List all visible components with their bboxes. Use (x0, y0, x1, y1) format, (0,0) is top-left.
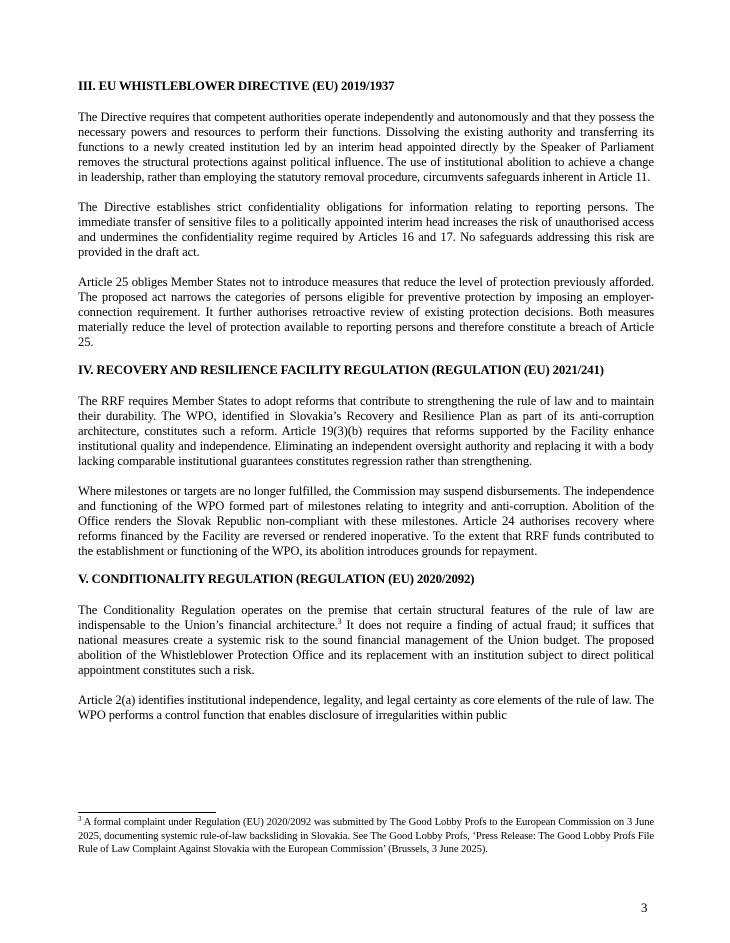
footnote-separator (78, 812, 216, 813)
section-iii-paragraph-3: Article 25 obliges Member States not to introduce measures that reduce the level of protection previously afforded. The proposed act narrows the categories of persons eligible for preventive protection by imposing an employer-connection requirement. It further authorises retroactive review of existing protection decisions. Both measures materially reduce the level of protection available to reporting persons and therefore constitute a breach of Article 25. (78, 275, 654, 349)
section-heading-iv: IV. RECOVERY AND RESILIENCE FACILITY REGULATION (REGULATION (EU) 2021/241) (78, 363, 604, 377)
section-heading-iii: III. EU WHISTLEBLOWER DIRECTIVE (EU) 2019/1937 (78, 79, 395, 93)
section-iv-paragraph-1: The RRF requires Member States to adopt reforms that contribute to strengthening the rule of law and to maintain their durability. The WPO, identified in Slovakia’s Recovery and Resilience Plan as part of its anti-corruption architecture, constitutes such a reform. Article 19(3)(b) requires that reforms supported by the Facility enhance institutional quality and independence. Eliminating an independent oversight authority and replacing it with a body lacking comparable institutional guarantees constitutes regression rather than strengthening. (78, 394, 654, 468)
section-v-paragraph-1 (78, 603, 654, 678)
footnote (78, 816, 654, 857)
page-number: 3 (641, 900, 648, 915)
section-iii-paragraph-1: The Directive requires that competent authorities operate independently and autonomously and that they possess the necessary powers and resources to perform their functions. Dissolving the existing authority and transferring its functions to a newly created institution led by an interim head appointed directly by the Speaker of Parliament removes the structural protections against political influence. The use of institutional abolition to achieve a change in leadership, rather than employing the statutory removal procedure, circumvents safeguards inherent in Article 11. (78, 110, 654, 184)
footnote-number: 3 (78, 815, 82, 823)
section-iii-paragraph-2: The Directive establishes strict confidentiality obligations for information relating to reporting persons. The immediate transfer of sensitive files to a politically appointed interim head increases the risk of unauthorised access and undermines the confidentiality regime required by Articles 16 and 17. No safeguards addressing this risk are provided in the draft act. (78, 200, 654, 259)
footnote-reference[interactable]: 3 (337, 617, 342, 626)
footnote-text: A formal complaint under Regulation (EU) 2020/2092 was submitted by The Good Lobby Profs to the European Commission on 3 June 2025, documenting systemic rule-of-law backsliding in Slovakia. See The Good Lobby Profs, ‘Press Release: The Good Lobby Profs File Rule of Law Complaint Against Slovakia with the European Commission’ (Brussels, 3 June 2025). (78, 817, 654, 855)
section-v-paragraph-1-text-a: The Conditionality Regulation operates on the premise that certain structural features of the rule of law are indispensable to the Union’s financial architecture. (78, 603, 654, 632)
section-iv-paragraph-2: Where milestones or targets are no longer fulfilled, the Commission may suspend disbursements. The independence and functioning of the WPO formed part of milestones relating to integrity and anti-corruption. Abolition of the Office renders the Slovak Republic non-compliant with these milestones. Article 24 authorises recovery where reforms financed by the Facility are reversed or rendered inoperative. To the extent that RRF funds contributed to the establishment or functioning of the WPO, its abolition introduces grounds for repayment. (78, 484, 654, 558)
section-v-paragraph-2: Article 2(a) identifies institutional independence, legality, and legal certainty as core elements of the rule of law. The WPO performs a control function that enables disclosure of irregularities within public (78, 693, 654, 722)
page-body (78, 79, 654, 738)
section-heading-v: V. CONDITIONALITY REGULATION (REGULATION (EU) 2020/2092) (78, 572, 475, 586)
section-v-paragraph-1-text-b: It does not require a finding of actual fraud; it suffices that national measures create a systemic risk to the sound financial management of the Union budget. The proposed abolition of the Whistleblower Protection Office and its replacement with an institution subject to direct political appointment constitutes such a risk. (78, 618, 654, 677)
